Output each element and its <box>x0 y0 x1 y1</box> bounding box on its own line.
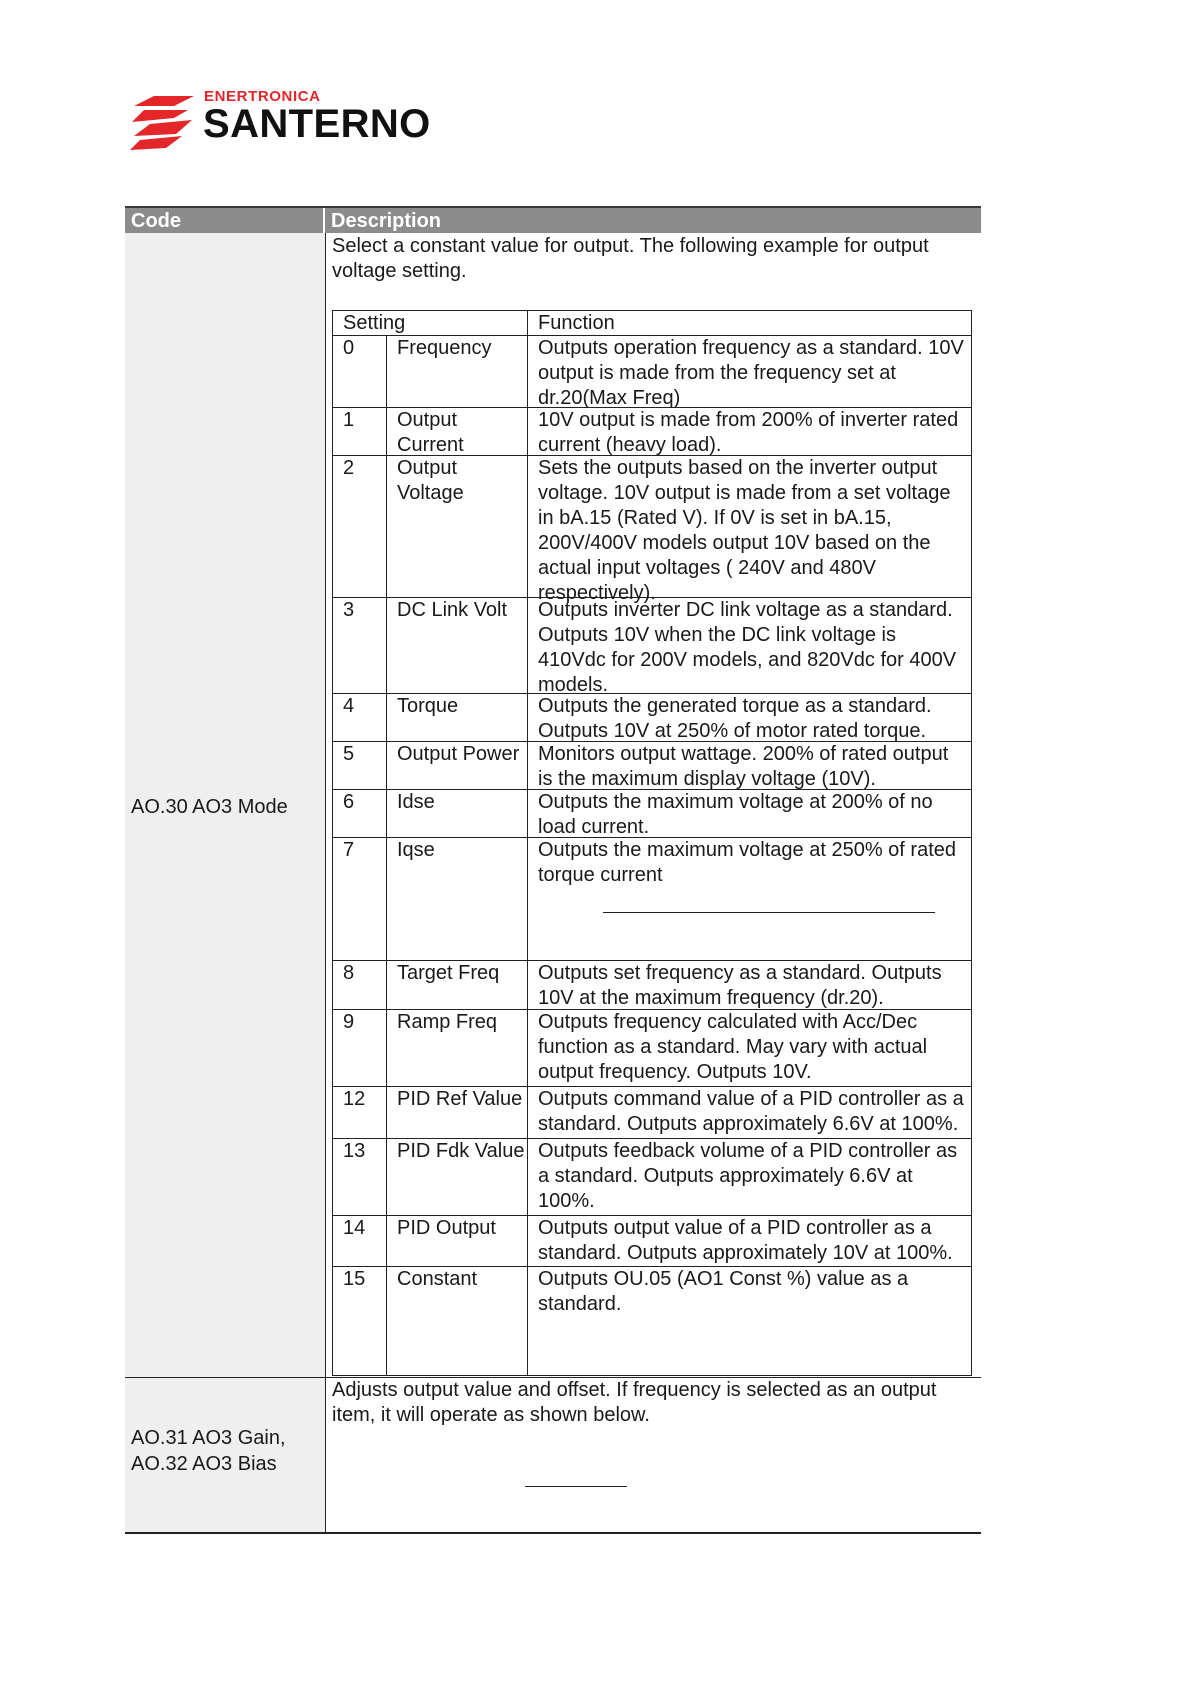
setting-function: Outputs the maximum voltage at 200% of no load current. <box>538 791 933 838</box>
setting-row-5 <box>333 742 971 790</box>
santerno-stripes-icon <box>130 92 196 152</box>
setting-row-8 <box>333 961 971 1010</box>
setting-name: Target Freq <box>387 961 528 1009</box>
setting-row-1 <box>333 408 971 456</box>
settings-header-setting: Setting <box>333 311 528 335</box>
setting-name: Ramp Freq <box>387 1010 528 1086</box>
settings-table <box>332 310 972 1376</box>
setting-function: Outputs operation frequency as a standard. 10V output is made from the frequency set at dr.20(Max Freq) <box>538 337 964 409</box>
code-ao32: AO.32 AO3 Bias <box>131 1453 277 1475</box>
code-ao30: AO.30 AO3 Mode <box>131 796 288 818</box>
setting-number: 13 <box>333 1139 387 1215</box>
table-header <box>125 206 981 233</box>
setting-number: 8 <box>333 961 387 1009</box>
setting-row-9 <box>333 1010 971 1087</box>
setting-function: 10V output is made from 200% of inverter rated current (heavy load). <box>538 409 959 456</box>
setting-name: Frequency <box>387 336 528 407</box>
setting-name: Output Voltage <box>387 456 528 597</box>
setting-function: Outputs set frequency as a standard. Outputs 10V at the maximum frequency (dr.20). <box>538 962 942 1009</box>
setting-number: 5 <box>333 742 387 789</box>
setting-row-0 <box>333 336 971 408</box>
setting-number: 3 <box>333 598 387 693</box>
brand-name: SANTERNO <box>203 102 431 146</box>
setting-row-6 <box>333 790 971 838</box>
setting-function: Sets the outputs based on the inverter output voltage. 10V output is made from a set voltage in bA.15 (Rated V). If 0V is set in bA.15, 200V/400V models output 10V based on the actual input voltages ( 240V and 480V respectively). <box>538 457 951 604</box>
setting-number: 1 <box>333 408 387 455</box>
setting-row-3 <box>333 598 971 694</box>
code-ao31: AO.31 AO3 Gain, <box>131 1427 286 1449</box>
setting-function: Monitors output wattage. 200% of rated output is the maximum display voltage (10V). <box>538 743 949 790</box>
setting-name: Constant <box>387 1267 528 1375</box>
setting-number: 2 <box>333 456 387 597</box>
setting-function: Outputs inverter DC link voltage as a standard. Outputs 10V when the DC link voltage is 410Vdc for 200V models, and 820Vdc for 400V models. <box>538 599 957 696</box>
formula-fraction-line <box>603 912 935 913</box>
formula-fraction-line <box>525 1486 627 1487</box>
setting-function: Outputs the maximum voltage at 250% of rated torque current <box>538 839 956 886</box>
setting-function: Outputs output value of a PID controller as a standard. Outputs approximately 10V at 100%. <box>538 1217 953 1264</box>
code-ao31-ao32 <box>131 1425 286 1477</box>
description-ao30: Select a constant value for output. The following example for output voltage setting. <box>332 235 929 282</box>
setting-name: Output Power <box>387 742 528 789</box>
setting-function: Outputs the generated torque as a standard. Outputs 10V at 250% of motor rated torque. <box>538 695 932 742</box>
settings-header-function: Function <box>538 312 615 334</box>
column-divider <box>325 233 326 1534</box>
setting-function: Outputs command value of a PID controller as a standard. Outputs approximately 6.6V at 100%. <box>538 1088 964 1135</box>
setting-row-15 <box>333 1267 971 1375</box>
setting-function: Outputs frequency calculated with Acc/Dec function as a standard. May vary with actual output frequency. Outputs 10V. <box>538 1011 928 1083</box>
setting-number: 7 <box>333 838 387 960</box>
description-ao31-ao32: Adjusts output value and offset. If frequency is selected as an output item, it will operate as shown below. <box>332 1379 937 1426</box>
brand-subtitle: ENERTRONICA <box>204 88 321 105</box>
code-column <box>125 233 325 1534</box>
parameter-table <box>125 206 981 1534</box>
setting-row-13 <box>333 1139 971 1216</box>
header-description: Description <box>331 210 442 232</box>
setting-name: Iqse <box>387 838 528 960</box>
setting-row-7 <box>333 838 971 961</box>
setting-function: Outputs feedback volume of a PID controller as a standard. Outputs approximately 6.6V at 100%. <box>538 1140 958 1212</box>
setting-name: DC Link Volt <box>387 598 528 693</box>
setting-name: PID Ref Value <box>387 1087 528 1138</box>
setting-row-14 <box>333 1216 971 1267</box>
setting-row-12 <box>333 1087 971 1139</box>
settings-header <box>333 311 971 336</box>
setting-number: 12 <box>333 1087 387 1138</box>
table-bottom-rule <box>125 1532 981 1534</box>
setting-name: Output Current <box>387 408 528 455</box>
setting-row-2 <box>333 456 971 604</box>
setting-function: Outputs OU.05 (AO1 Const %) value as a standard. <box>538 1268 909 1315</box>
setting-name: Torque <box>387 694 528 741</box>
header-code: Code <box>125 208 325 233</box>
setting-number: 0 <box>333 336 387 407</box>
setting-name: Idse <box>387 790 528 837</box>
brand-logo <box>130 88 450 154</box>
setting-row-4 <box>333 694 971 742</box>
setting-name: PID Fdk Value <box>387 1139 528 1215</box>
setting-number: 9 <box>333 1010 387 1086</box>
setting-number: 14 <box>333 1216 387 1266</box>
setting-number: 15 <box>333 1267 387 1375</box>
setting-name: PID Output <box>387 1216 528 1266</box>
setting-number: 6 <box>333 790 387 837</box>
setting-number: 4 <box>333 694 387 741</box>
